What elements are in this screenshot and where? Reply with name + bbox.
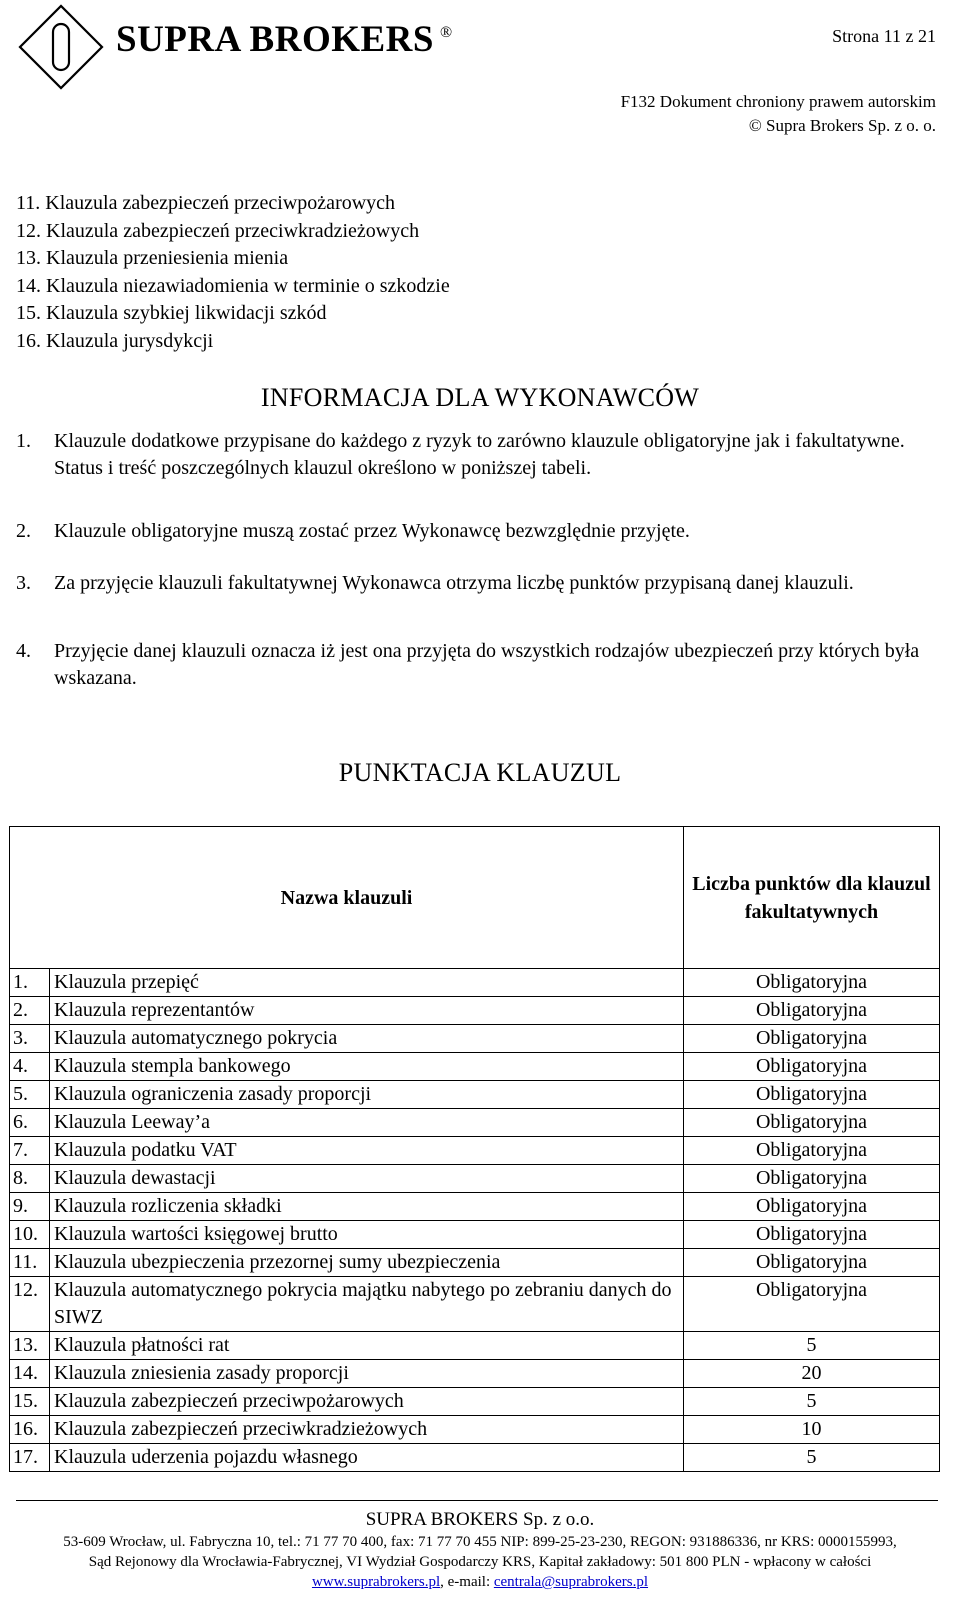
list-item: 12. Klauzula zabezpieczeń przeciwkradzieżowych [16,219,420,242]
row-number: 9. [10,1193,50,1221]
info-item-text: Przyjęcie danej klauzuli oznacza iż jest ona przyjęta do wszystkich rodzajów ubezpieczeń przy których była wskazana. [54,640,920,689]
row-number: 16. [10,1416,50,1444]
clause-name: Klauzula podatku VAT [50,1137,684,1165]
info-item-number: 4. [16,640,31,662]
table-row [10,969,940,997]
clause-points: Obligatoryjna [684,997,940,1025]
clause-points: Obligatoryjna [684,1081,940,1109]
table-row [10,1360,940,1388]
row-number: 10. [10,1221,50,1249]
table-row [10,1193,940,1221]
table-row [10,1137,940,1165]
info-item-text: Klauzule dodatkowe przypisane do każdego z ryzyk to zarówno klauzule obligatoryjne jak i fakultatywne. Status i treść poszczególnych klauzul określono w poniższej tabeli. [54,430,905,479]
table-row [10,1332,940,1360]
email-link[interactable]: centrala@suprabrokers.pl [493,1574,649,1590]
clause-name: Klauzula stempla bankowego [50,1053,684,1081]
clause-points: Obligatoryjna [684,1025,940,1053]
row-number: 6. [10,1109,50,1137]
clause-points: 5 [684,1444,940,1472]
table-heading: PUNKTACJA KLAUZUL [338,758,622,787]
clause-name: Klauzula zabezpieczeń przeciwkradzieżowych [50,1416,684,1444]
page-footer [0,1508,960,1592]
table-row [10,1025,940,1053]
row-number: 5. [10,1081,50,1109]
clause-points: 5 [684,1332,940,1360]
clause-name: Klauzula reprezentantów [50,997,684,1025]
info-item [16,518,940,545]
clause-name: Klauzula płatności rat [50,1332,684,1360]
clause-name: Klauzula uderzenia pojazdu własnego [50,1444,684,1472]
table-header-row [10,827,940,969]
footer-address: 53-609 Wrocław, ul. Fabryczna 10, tel.: 71 77 70 400, fax: 71 77 70 455 NIP: 899-25-23-230, REGON: 931886336, nr KRS: 0000155993, [63,1534,897,1550]
info-heading: INFORMACJA DLA WYKONAWCÓW [260,383,700,412]
info-item [16,570,940,597]
info-item-number: 1. [16,430,31,452]
clause-name: Klauzula wartości księgowej brutto [50,1221,684,1249]
clause-name: Klauzula automatycznego pokrycia majątku nabytego po zebraniu danych do SIWZ [50,1277,684,1332]
clause-name: Klauzula ograniczenia zasady proporcji [50,1081,684,1109]
clause-name: Klauzula automatycznego pokrycia [50,1025,684,1053]
clause-name: Klauzula przepięć [50,969,684,997]
column-header-name: Nazwa klauzuli [10,827,684,969]
clause-name: Klauzula zabezpieczeń przeciwpożarowych [50,1388,684,1416]
copyright-line-1: F132 Dokument chroniony prawem autorskim [620,92,936,111]
table-row [10,1221,940,1249]
footer-company: SUPRA BROKERS Sp. z o.o. [365,1509,595,1530]
clause-points: Obligatoryjna [684,969,940,997]
page-header [0,0,960,150]
clause-points: Obligatoryjna [684,1053,940,1081]
row-number: 15. [10,1388,50,1416]
clause-name: Klauzula zniesienia zasady proporcji [50,1360,684,1388]
list-item: 11. Klauzula zabezpieczeń przeciwpożarowych [16,192,396,214]
website-link[interactable]: www.suprabrokers.pl [311,1574,441,1590]
footer-links [0,1572,960,1592]
clause-points: Obligatoryjna [684,1137,940,1165]
info-item [16,428,940,482]
clause-points: Obligatoryjna [684,1277,940,1332]
clause-points-table [9,826,940,1472]
clause-list [16,190,450,355]
clause-name: Klauzula rozliczenia składki [50,1193,684,1221]
info-item-text: Za przyjęcie klauzuli fakultatywnej Wykonawca otrzyma liczbę punktów przypisaną danej klauzuli. [54,572,854,594]
table-row [10,1416,940,1444]
clause-name: Klauzula Leeway’a [50,1109,684,1137]
row-number: 8. [10,1165,50,1193]
table-row [10,1277,940,1332]
clause-points: Obligatoryjna [684,1165,940,1193]
clause-points: Obligatoryjna [684,1221,940,1249]
row-number: 1. [10,969,50,997]
clause-name: Klauzula ubezpieczenia przezornej sumy ubezpieczenia [50,1249,684,1277]
clause-points: Obligatoryjna [684,1249,940,1277]
info-item-number: 3. [16,572,31,594]
list-item: 14. Klauzula niezawiadomienia w terminie o szkodzie [16,274,450,297]
table-row [10,997,940,1025]
list-item: 13. Klauzula przeniesienia mienia [16,247,289,269]
row-number: 14. [10,1360,50,1388]
row-number: 17. [10,1444,50,1472]
clause-points: 10 [684,1416,940,1444]
table-row [10,1444,940,1472]
clause-name: Klauzula dewastacji [50,1165,684,1193]
info-item [16,638,940,692]
table-row [10,1249,940,1277]
row-number: 13. [10,1332,50,1360]
page-number: Strona 11 z 21 [832,26,936,46]
column-header-points: Liczba punktów dla klauzul fakultatywnych [684,827,940,969]
row-number: 12. [10,1277,50,1332]
table-row [10,1081,940,1109]
supra-brokers-logo-icon [16,2,106,92]
table-row [10,1165,940,1193]
info-item-text: Klauzule obligatoryjne muszą zostać przez Wykonawcę bezwzględnie przyjęte. [54,520,690,542]
copyright-line-2: © Supra Brokers Sp. z o. o. [748,116,936,135]
copyright-notice [621,90,936,138]
clause-points: 20 [684,1360,940,1388]
table-body [10,969,940,1472]
row-number: 3. [10,1025,50,1053]
row-number: 11. [10,1249,50,1277]
footer-registry: Sąd Rejonowy dla Wrocławia-Fabrycznej, VI Wydział Gospodarczy KRS, Kapitał zakładowy: 501 800 PLN - wpłacony w całości [88,1554,872,1570]
row-number: 7. [10,1137,50,1165]
info-item-number: 2. [16,520,31,542]
table-row [10,1388,940,1416]
clause-points: Obligatoryjna [684,1109,940,1137]
row-number: 2. [10,997,50,1025]
footer-divider [16,1500,938,1501]
table-row [10,1109,940,1137]
clause-points: Obligatoryjna [684,1193,940,1221]
clause-points: 5 [684,1388,940,1416]
row-number: 4. [10,1053,50,1081]
list-item: 15. Klauzula szybkiej likwidacji szkód [16,302,327,324]
table-row [10,1053,940,1081]
list-item: 16. Klauzula jurysdykcji [16,329,214,352]
email-label: , e-mail: [440,1574,494,1590]
company-logo-text: SUPRA BROKERS ® [116,19,453,60]
